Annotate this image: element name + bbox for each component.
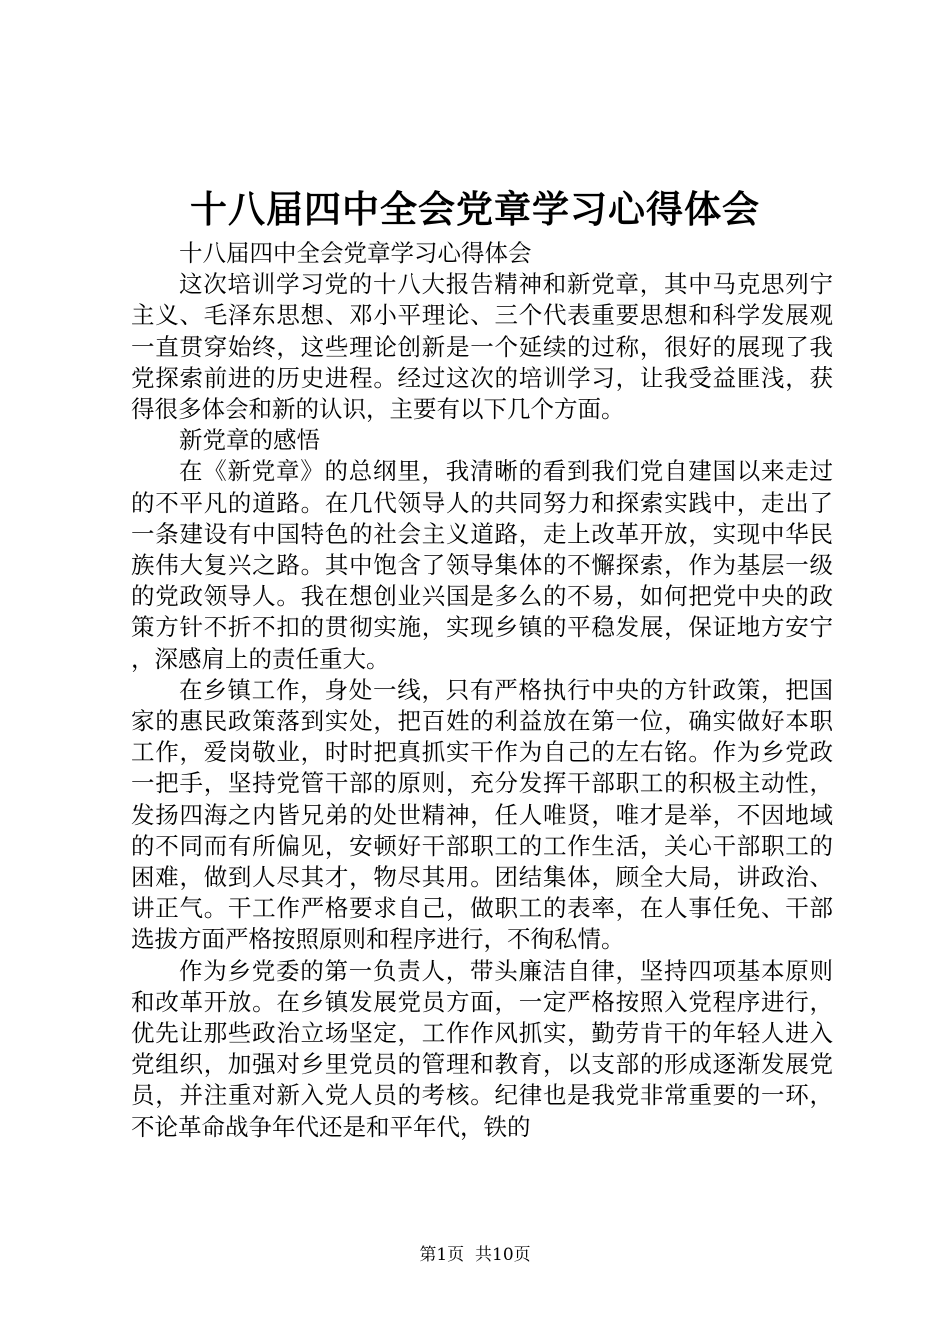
document-title: 十八届四中全会党章学习心得体会 xyxy=(190,187,760,231)
page-footer xyxy=(0,1244,950,1266)
body-paragraph: 十八届四中全会党章学习心得体会 xyxy=(179,239,532,267)
footer-gap xyxy=(464,1245,475,1265)
body-paragraph: 在乡镇工作，身处一线，只有严格执行中央的方针政策，把国家的惠民政策落到实处，把百姓的利益放在第一位，确实做好本职工作，爱岗敬业，时时把真抓实干作为自己的左右铭。作为乡党政一把手，坚持党管干部的原则，充分发挥干部职工的积极主动性，发扬四海之内皆兄弟的处世精神，任人唯贤，唯才是举，不因地域的不同而有所偏见，安顿好干部职工的工作生活，关心干部职工的困难，做到人尽其才，物尽其用。团结集体，顾全大局，讲政治、讲正气。干工作严格要求自己，做职工的表率，在人事任免、干部选拔方面严格按照原则和程序进行，不徇私情。 xyxy=(131,675,833,954)
page-number: 第1页 xyxy=(419,1245,465,1265)
body-paragraph: 作为乡党委的第一负责人，带头廉洁自律，坚持四项基本原则和改革开放。在乡镇发展党员方面，一定严格按照入党程序进行，优先让那些政治立场坚定，工作作风抓实，勤劳肯干的年轻人进入党组织，加强对乡里党员的管理和教育，以支部的形成逐渐发展党员，并注重对新入党人员的考核。纪律也是我党非常重要的一环，不论革命战争年代还是和平年代，铁的 xyxy=(131,956,833,1141)
body-paragraph: 这次培训学习党的十八大报告精神和新党章，其中马克思列宁主义、毛泽东思想、邓小平理论、三个代表重要思想和科学发展观一直贯穿始终，这些理论创新是一个延续的过称，很好的展现了我党探索前进的历史进程。经过这次的培训学习，让我受益匪浅，获得很多体会和新的认识，主要有以下几个方面。 xyxy=(131,270,833,424)
body-paragraph: 在《新党章》的总纲里，我清晰的看到我们党自建国以来走过的不平凡的道路。在几代领导人的共同努力和探索实践中，走出了一条建设有中国特色的社会主义道路，走上改革开放，实现中华民族伟大复兴之路。其中饱含了领导集体的不懈探索，作为基层一级的党政领导人。我在想创业兴国是多么的不易，如何把党中央的政策方针不折不扣的贯彻实施，实现乡镇的平稳发展，保证地方安宁，深感肩上的责任重大。 xyxy=(131,457,833,673)
page-total: 共10页 xyxy=(475,1245,531,1265)
document-body xyxy=(131,238,833,1143)
section-heading: 新党章的感悟 xyxy=(179,426,320,455)
